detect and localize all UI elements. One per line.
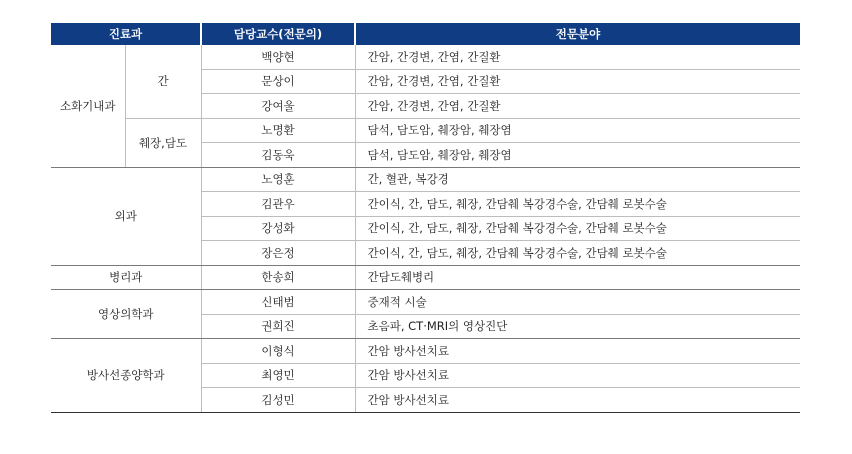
department-cell: 병리과 xyxy=(51,265,201,290)
header-department: 진료과 xyxy=(51,23,201,45)
specialty-cell: 간암, 간경변, 간염, 간질환 xyxy=(355,45,800,69)
professor-cell: 노영훈 xyxy=(201,167,355,192)
header-row xyxy=(51,23,800,45)
professor-cell: 최영민 xyxy=(201,363,355,388)
specialty-cell: 간암, 간경변, 간염, 간질환 xyxy=(355,69,800,94)
table-row xyxy=(51,167,800,192)
header-professor: 담당교수(전문의) xyxy=(201,23,355,45)
specialty-cell: 중재적 시술 xyxy=(355,290,800,315)
professor-cell: 강여울 xyxy=(201,94,355,119)
table-row xyxy=(51,118,800,143)
professor-cell: 장은정 xyxy=(201,241,355,266)
specialty-cell: 간암 방사선치료 xyxy=(355,363,800,388)
subdepartment-cell: 간 xyxy=(125,45,201,118)
specialty-cell: 간암 방사선치료 xyxy=(355,339,800,364)
professor-cell: 김동욱 xyxy=(201,143,355,168)
table-row xyxy=(51,265,800,290)
professor-cell: 한송희 xyxy=(201,265,355,290)
professor-cell: 김성민 xyxy=(201,388,355,413)
specialty-cell: 담석, 담도암, 췌장암, 췌장염 xyxy=(355,118,800,143)
department-cell: 영상의학과 xyxy=(51,290,201,339)
specialty-cell: 담석, 담도암, 췌장암, 췌장염 xyxy=(355,143,800,168)
department-cell: 외과 xyxy=(51,167,201,265)
professor-cell: 이형식 xyxy=(201,339,355,364)
table-row xyxy=(51,339,800,364)
table-row xyxy=(51,45,800,69)
professor-cell: 백양현 xyxy=(201,45,355,69)
specialty-cell: 간암, 간경변, 간염, 간질환 xyxy=(355,94,800,119)
specialty-cell: 간암 방사선치료 xyxy=(355,388,800,413)
department-cell: 방사선종양학과 xyxy=(51,339,201,413)
professor-cell: 권희진 xyxy=(201,314,355,339)
specialty-cell: 간이식, 간, 담도, 췌장, 간담췌 복강경수술, 간담췌 로봇수술 xyxy=(355,192,800,217)
staff-table xyxy=(51,23,800,413)
professor-cell: 김관우 xyxy=(201,192,355,217)
professor-cell: 신태범 xyxy=(201,290,355,315)
professor-cell: 노명환 xyxy=(201,118,355,143)
specialty-cell: 초음파, CT·MRI의 영상진단 xyxy=(355,314,800,339)
subdepartment-cell: 췌장,담도 xyxy=(125,118,201,167)
specialty-cell: 간, 혈관, 복강경 xyxy=(355,167,800,192)
specialty-cell: 간이식, 간, 담도, 췌장, 간담췌 복강경수술, 간담췌 로봇수술 xyxy=(355,241,800,266)
professor-cell: 문상이 xyxy=(201,69,355,94)
department-cell: 소화기내과 xyxy=(51,45,125,167)
specialty-cell: 간이식, 간, 담도, 췌장, 간담췌 복강경수술, 간담췌 로봇수술 xyxy=(355,216,800,241)
specialty-cell: 간담도췌병리 xyxy=(355,265,800,290)
table-row xyxy=(51,290,800,315)
header-specialty: 전문분야 xyxy=(355,23,800,45)
professor-cell: 강성화 xyxy=(201,216,355,241)
